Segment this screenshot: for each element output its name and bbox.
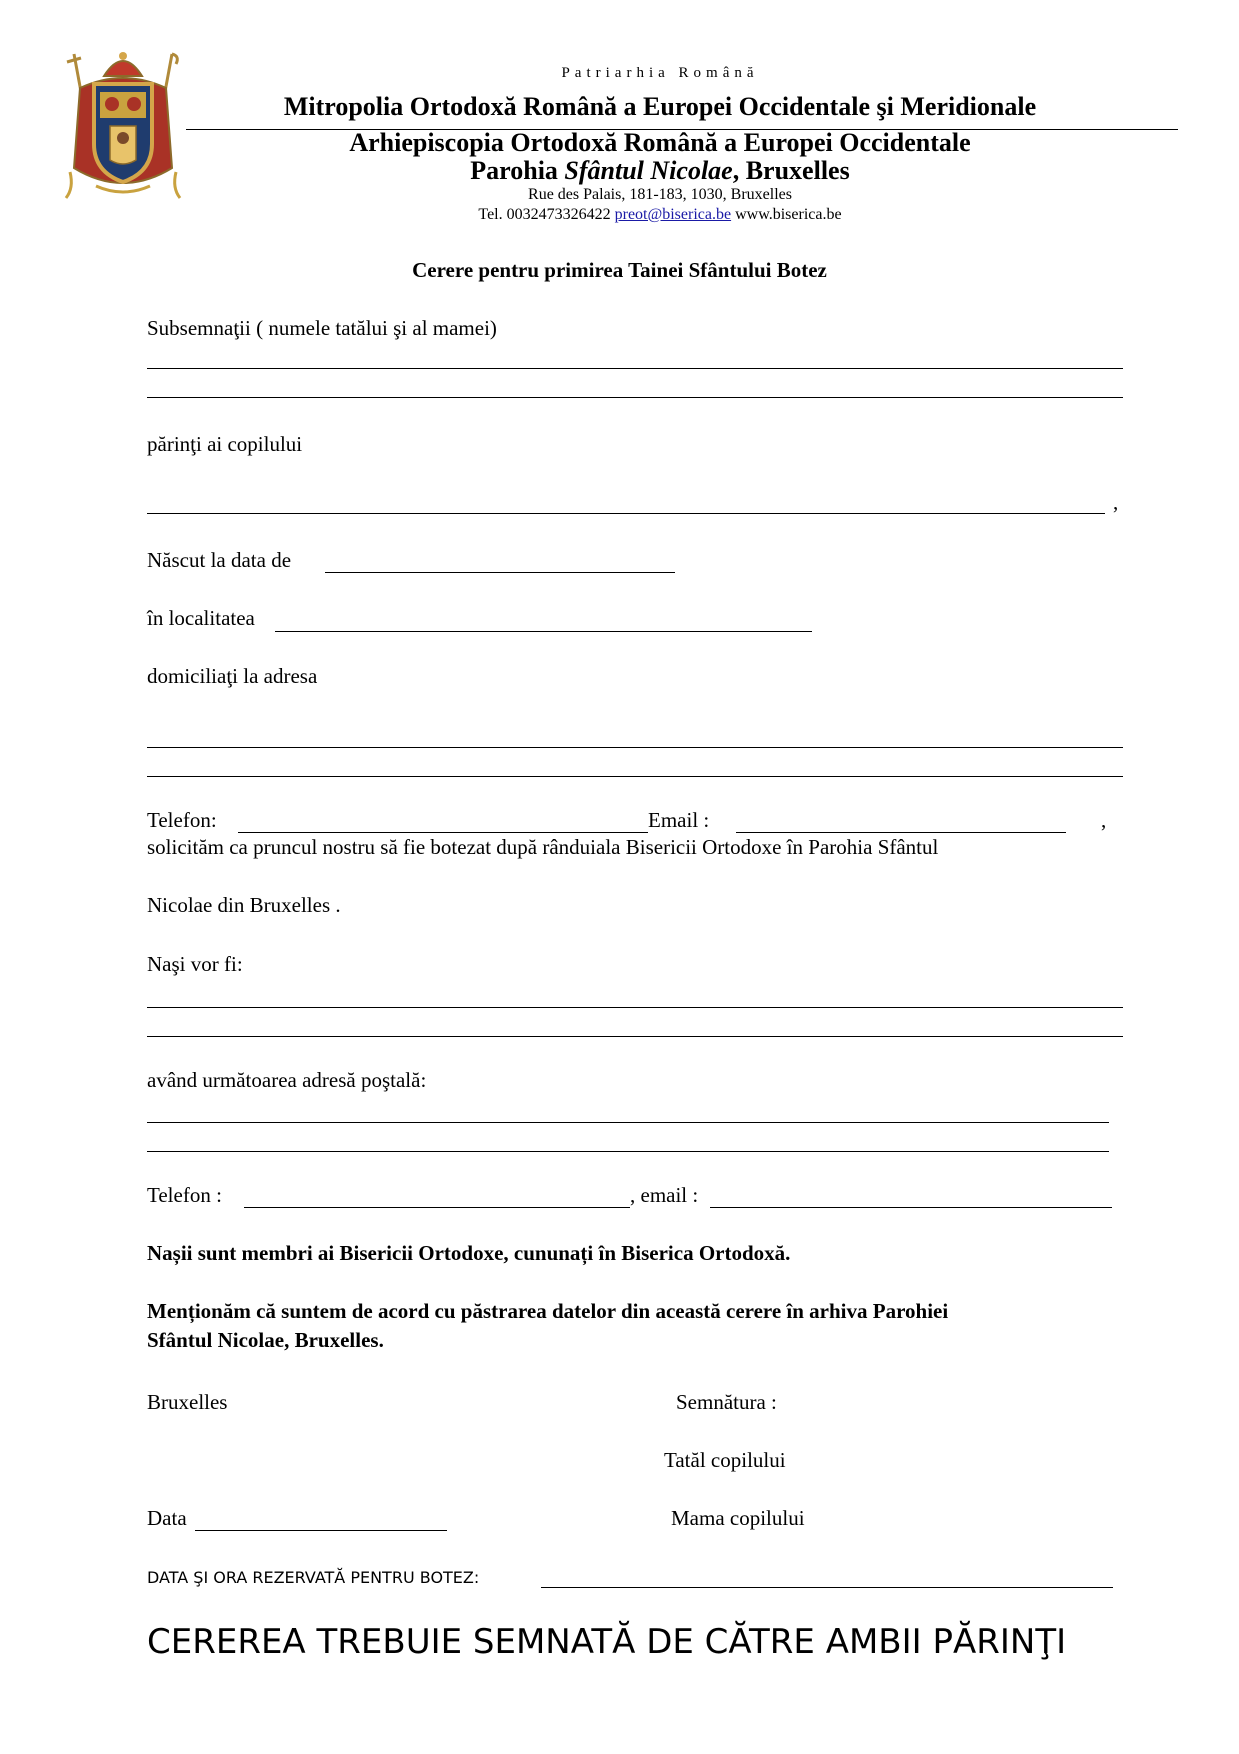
father-signature-label: Tatăl copilului <box>664 1448 786 1472</box>
city-label: Bruxelles <box>147 1390 228 1414</box>
footer-notice: CEREREA TREBUIE SEMNATĂ DE CĂTRE AMBII PĂRINŢI <box>147 1622 1067 1662</box>
church-coat-of-arms-icon <box>60 48 186 202</box>
born-date-label: Născut la data de <box>147 548 292 572</box>
address-label: domiciliaţi la adresa <box>147 664 318 688</box>
date-line[interactable] <box>195 1530 447 1531</box>
date-label: Data <box>147 1506 187 1530</box>
consent-text-line-2: Sfântul Nicolae, Bruxelles. <box>147 1328 384 1352</box>
godparents-phone-label: Telefon : <box>147 1183 222 1207</box>
parish-email-link[interactable]: preot@biserica.be <box>614 206 732 223</box>
locality-line[interactable] <box>275 631 812 632</box>
parents-label: părinţi ai copilului <box>147 432 303 456</box>
child-name-comma: , <box>1113 490 1119 514</box>
parish-prefix: Parohia <box>470 156 558 185</box>
request-text-line-2: Nicolae din Bruxelles . <box>147 893 341 917</box>
patriarchy-label: Patriarhia Română <box>561 65 759 81</box>
metropolis-title: Mitropolia Ortodoxă Română a Europei Occidentale şi Meridionale <box>283 92 1037 121</box>
locality-label: în localitatea <box>147 606 255 630</box>
godparents-note: Nașii sunt membri ai Bisericii Ortodoxe, cununați în Biserica Ortodoxă. <box>147 1241 791 1265</box>
born-date-line[interactable] <box>325 572 675 573</box>
postal-address-line-1[interactable] <box>147 1122 1109 1123</box>
parish-website: www.biserica.be <box>735 206 842 223</box>
parish-address: Rue des Palais, 181-183, 1030, Bruxelles <box>528 186 792 203</box>
godparents-phone-line[interactable] <box>244 1207 630 1208</box>
consent-text-line-1: Menționăm că suntem de acord cu păstrarea datelor din această cerere în arhiva Parohiei <box>147 1299 949 1323</box>
parish-saint: Sfântul Nicolae <box>564 156 733 185</box>
parish-title <box>230 156 1090 186</box>
contact-line <box>230 206 1090 224</box>
child-name-line[interactable] <box>147 513 1105 514</box>
reserved-date-line[interactable] <box>541 1587 1113 1588</box>
reserved-date-label: DATA ŞI ORA REZERVATĂ PENTRU BOTEZ: <box>147 1568 480 1587</box>
godparents-line-1[interactable] <box>147 1007 1123 1008</box>
signature-label: Semnătura : <box>676 1390 777 1414</box>
phone-label: Telefon: <box>147 808 217 832</box>
undersigned-line-2[interactable] <box>147 397 1123 398</box>
request-text-line-1: solicităm ca pruncul nostru să fie botezat după rânduiala Bisericii Ortodoxe în Parohia Sfântul <box>147 835 939 859</box>
address-line-2[interactable] <box>147 776 1123 777</box>
mother-signature-label: Mama copilului <box>671 1506 805 1530</box>
postal-address-line-2[interactable] <box>147 1151 1109 1152</box>
address-line-1[interactable] <box>147 747 1123 748</box>
phone-line[interactable] <box>238 832 648 833</box>
parish-suffix: , Bruxelles <box>732 156 850 185</box>
godparents-email-label: , email : <box>630 1183 699 1207</box>
godparents-line-2[interactable] <box>147 1036 1123 1037</box>
email-comma: , <box>1101 808 1107 832</box>
email-label: Email : <box>648 808 710 832</box>
undersigned-line-1[interactable] <box>147 368 1123 369</box>
postal-address-label: având următoarea adresă poştală: <box>147 1068 427 1092</box>
undersigned-label: Subsemnaţii ( numele tatălui şi al mamei) <box>147 316 497 340</box>
godparents-email-line[interactable] <box>710 1207 1112 1208</box>
parish-phone: Tel. 0032473326422 <box>478 206 611 223</box>
email-line[interactable] <box>736 832 1066 833</box>
form-title: Cerere pentru primirea Tainei Sfântului Botez <box>412 258 827 282</box>
archdiocese-title: Arhiepiscopia Ortodoxă Română a Europei Occidentale <box>349 128 971 157</box>
godparents-label: Naşi vor fi: <box>147 952 243 976</box>
